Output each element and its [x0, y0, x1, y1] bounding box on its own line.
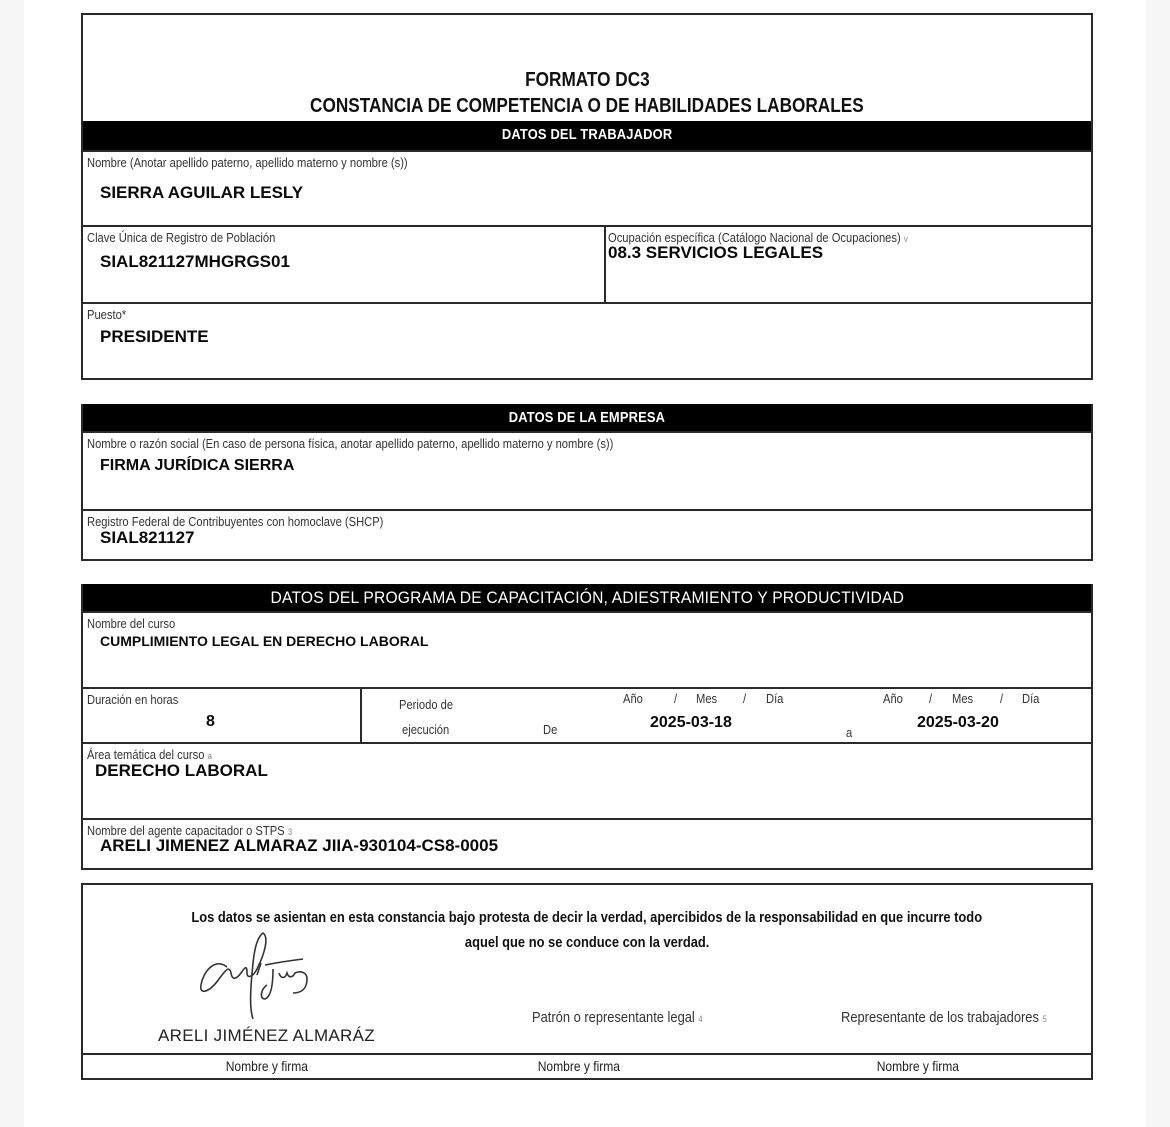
- area-value: DERECHO LABORAL: [95, 761, 268, 780]
- start-month-header: Mes: [696, 691, 718, 706]
- company-rfc-row: [83, 509, 1091, 559]
- occupation-value: 08.3 SERVICIOS LEGALES: [608, 243, 824, 262]
- company-name-label: Nombre o razón social (En caso de persona física, anotar apellido paterno, apellido materno y nombre (s)): [87, 436, 614, 451]
- company-section-header: DATOS DE LA EMPRESA: [83, 404, 1091, 431]
- occupation-note: v: [903, 234, 908, 244]
- area-row: [83, 742, 1091, 818]
- curp-divider: [604, 227, 606, 302]
- start-date-value: 2025-03-18: [650, 714, 732, 731]
- workers-label: Representante de los trabajadores 5: [841, 1009, 1047, 1026]
- start-day-header: Día: [766, 691, 784, 706]
- employer-note: 4: [698, 1014, 703, 1024]
- company-name-value: FIRMA JURÍDICA SIERRA: [100, 457, 295, 474]
- period-label-line2: ejecución: [402, 722, 450, 737]
- occupation-label: Ocupación específica (Catálogo Nacional de Ocupaciones) v: [608, 230, 908, 245]
- worker-curp-row: [83, 225, 1091, 302]
- period-label-line1: Periodo de: [399, 697, 454, 712]
- area-label: Área temática del curso a: [87, 747, 212, 762]
- course-row: [83, 611, 1091, 687]
- instructor-signature-image: [195, 927, 320, 1022]
- course-label: Nombre del curso: [87, 616, 176, 631]
- employer-signature-caption: Nombre y firma: [537, 1058, 620, 1074]
- worker-name-label: Nombre (Anotar apellido paterno, apellido materno y nombre (s)): [87, 155, 408, 170]
- worker-section-header: DATOS DEL TRABAJADOR: [83, 121, 1091, 150]
- worker-section: [81, 13, 1093, 380]
- instructor-signature-caption: Nombre y firma: [225, 1058, 308, 1074]
- curp-value: SIAL821127MHGRGS01: [100, 252, 290, 271]
- course-value: CUMPLIMIENTO LEGAL EN DERECHO LABORAL: [100, 633, 429, 649]
- declaration-line-2: aquel que no se conduce con la verdad.: [464, 934, 710, 951]
- end-sep-1: /: [929, 691, 933, 706]
- program-section-header: DATOS DEL PROGRAMA DE CAPACITACIÓN, ADIESTRAMIENTO Y PRODUCTIVIDAD: [83, 584, 1091, 611]
- rfc-label: Registro Federal de Contribuyentes con homoclave (SHCP): [87, 514, 384, 529]
- start-year-header: Año: [623, 691, 643, 706]
- agent-note: 3: [287, 827, 293, 837]
- start-sep-2: /: [743, 691, 747, 706]
- rfc-value: SIAL821127: [100, 528, 195, 547]
- signature-section: [81, 883, 1093, 1080]
- start-sep-1: /: [674, 691, 678, 706]
- declaration-line-1: Los datos se asientan en esta constancia bajo protesta de decir la verdad, apercibidos de la responsabilidad en que incurre todo: [191, 909, 983, 926]
- from-label: De: [543, 722, 558, 737]
- duration-divider: [360, 689, 362, 742]
- end-year-header: Año: [883, 691, 903, 706]
- duration-value: 8: [206, 713, 215, 730]
- to-label: a: [846, 725, 853, 740]
- worker-position-row: [83, 302, 1091, 378]
- signature-footer: [83, 1053, 1091, 1080]
- document-title: CONSTANCIA DE COMPETENCIA O DE HABILIDADES LABORALES: [310, 95, 864, 117]
- curp-label: Clave Única de Registro de Población: [87, 230, 276, 245]
- workers-signature-caption: Nombre y firma: [876, 1058, 959, 1074]
- workers-note: 5: [1042, 1014, 1047, 1024]
- area-note: a: [207, 751, 212, 761]
- company-name-row: [83, 431, 1091, 509]
- company-section: [81, 404, 1093, 561]
- employer-label: Patrón o representante legal 4: [532, 1009, 703, 1026]
- duration-period-row: [83, 687, 1091, 742]
- duration-label: Duración en horas: [87, 692, 179, 707]
- format-title: FORMATO DC3: [524, 69, 650, 91]
- agent-label: Nombre del agente capacitador o STPS 3: [87, 823, 293, 838]
- end-day-header: Día: [1022, 691, 1040, 706]
- instructor-name: ARELI JIMÉNEZ ALMARÁZ: [158, 1026, 375, 1045]
- program-section: [81, 584, 1093, 870]
- agent-value: ARELI JIMENEZ ALMARAZ JIIA-930104-CS8-0005: [100, 836, 499, 855]
- position-value: PRESIDENTE: [100, 327, 209, 346]
- position-label: Puesto*: [87, 307, 127, 322]
- worker-name-value: SIERRA AGUILAR LESLY: [100, 183, 304, 202]
- end-month-header: Mes: [952, 691, 974, 706]
- worker-name-row: [83, 150, 1091, 226]
- agent-row: [83, 818, 1091, 870]
- end-date-value: 2025-03-20: [917, 714, 999, 731]
- end-sep-2: /: [1000, 691, 1004, 706]
